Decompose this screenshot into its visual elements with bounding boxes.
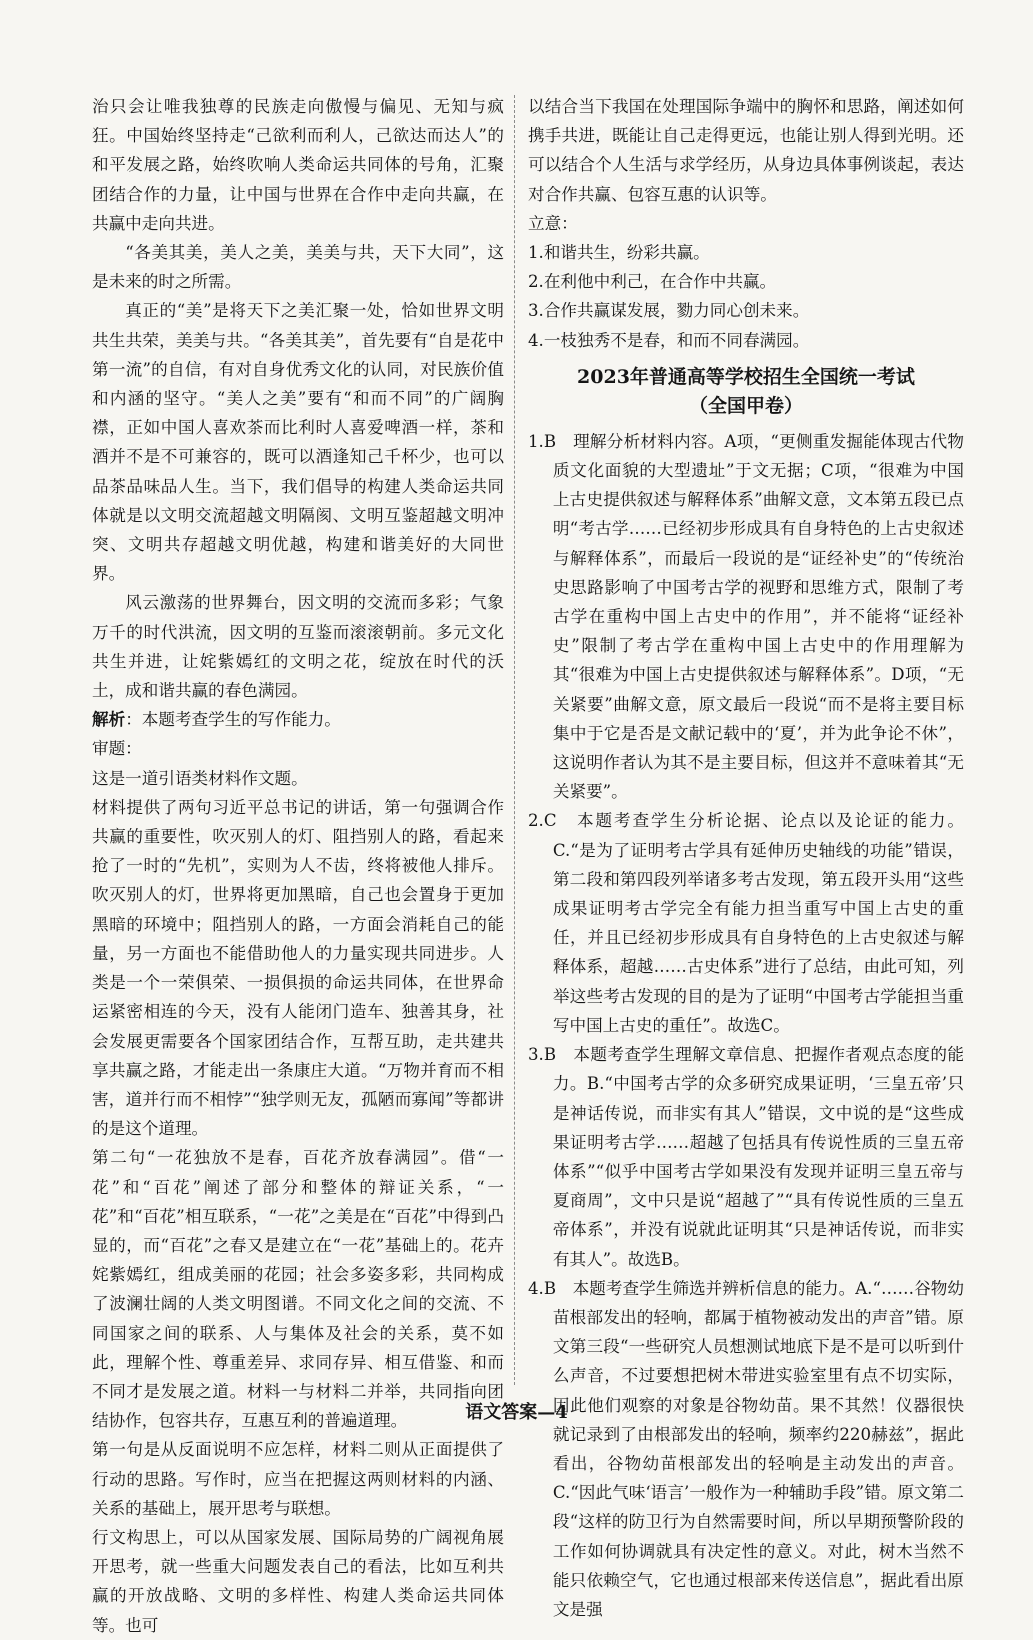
paragraph: 以结合当下我国在处理国际争端中的胸怀和思路，阐述如何携手共进，既能让自己走得更远，也能让别人得到光明。还可以结合个人生活与求学经历，从身边具体事例谈起，表达对合作共赢、包容互惠的认识等。 <box>528 97 964 204</box>
paragraph: 第二句“一花独放不是春，百花齐放春满园”。借“一花”和“百花”阐述了部分和整体的辩证关系，“一花”和“百花”相互联系，“一花”之美是在“百花”中得到凸显的，而“百花”之春又是建立在“一花”基础上的。花卉姹紫嫣红，组成美丽的花园；社会多姿多彩，共同构成了波澜壮阔的人类文明图谱。不同文化之间的交流、不同国家之间的联系、人与集体及社会的关系，莫不如此，理解个性、尊重差异、求同存异、相互借鉴、和而不同才是发展之道。材料一与材料二并举，共同指向团结协作，包容共存，互惠互利的普遍道理。 <box>92 1148 504 1431</box>
answer-item: 2.C 本题考查学生分析论据、论点以及论证的能力。C.“是为了证明考古学具有延伸历史轴线的功能”错误，第二段和第四段列举诸多考古发现，第五段开头用“这些成果证明考古学完全有能力担当重写中国上古史的重任，并且已经初步形成具有自身特色的上古史叙述与解释体系，超越……古史体系”进行了总结，由此可知，列举这些考古发现的目的是为了证明“中国考古学能担当重写中国上古史的重任”。故选C。 <box>528 811 964 1035</box>
list-item: 3.合作共赢谋发展，勠力同心创未来。 <box>528 301 810 321</box>
paragraph: 行文构思上，可以从国家发展、国际局势的广阔视角展开思考，就一些重大问题发表自己的看法，比如互利共赢的开放战略、文明的多样性、构建人类命运共同体等。也可 <box>92 1527 504 1635</box>
paragraph: 真正的“美”是将天下之美汇聚一处，恰如世界文明共生共荣，美美与共。“各美其美”，首先要有“自是花中第一流”的自信，有对自身优秀文化的认同，对民族价值和内涵的坚守。“美人之美”要有“和而不同”的广阔胸襟，正如中国人喜欢茶而比利时人喜爱啤酒一样，茶和酒并不是不可兼容的，既可以酒逢知己千杯少，也可以品茶品味品人生。当下，我们倡导的构建人类命运共同体就是以文明交流超越文明隔阂、文明互鉴超越文明冲突、文明共存超越文明优越，构建和谐美好的大同世界。 <box>92 301 504 584</box>
section-title-line1: 2023年普通高等学校招生全国统一考试 <box>577 365 915 388</box>
paragraph: 材料提供了两句习近平总书记的讲话，第一句强调合作共赢的重要性，吹灭别人的灯、阻挡别人的路，看起来抢了一时的“先机”，实则为人不齿，终将被他人排斥。吹灭别人的灯，世界将更加黑暗，自己也会置身于更加黑暗的环境中；阻挡别人的路，一方面会消耗自己的能量，另一方面也不能借助他人的力量实现共同进步。人类是一个一荣俱荣、一损俱损的命运共同体，在世界命运紧密相连的今天，没有人能闭门造车、独善其身，社会发展更需要各个国家团结合作，互帮互助，走共建共享共赢之路，才能走出一条康庄大道。“万物并育而不相害，道并行而不相悖”“独学则无友，孤陋而寡闻”等都讲的是这个道理。 <box>92 797 504 1139</box>
paragraph: 立意： <box>528 213 578 233</box>
list-item: 2.在利他中利己，在合作中共赢。 <box>528 272 777 292</box>
answer-item: 4.B 本题考查学生筛选并辨析信息的能力。A.“……谷物幼苗根部发出的轻响，都属于植物被动发出的声音”错。原文第三段“一些研究人员想测试地底下是不是可以听到什么声音，不过要想把树木带进实验室里有点不切实际，因此他们观察的对象是谷物幼苗。果不其然！仪器很快就记录到了由根部发出的轻响，频率约220赫兹”，据此看出，谷物幼苗根部发出的轻响是主动发出的声音。C.“因此气味‘语言’一般作为一种辅助手段”错。原文第二段“这样的防卫行为自然需要时间，所以早期预警阶段的工作如何协调就具有决定性的意义。对此，树木当然不能只依赖空气，它也通过根部来传送信息”，据此看出原文是强 <box>528 1278 964 1619</box>
list-item: 1.和谐共生，纷彩共赢。 <box>528 243 710 263</box>
section-title-line2: （全国甲卷） <box>688 394 803 417</box>
paragraph: 风云激荡的世界舞台，因文明的交流而多彩；气象万千的时代洪流，因文明的互鉴而滚滚朝前。多元文化共生并进，让姹紫嫣红的文明之花，绽放在时代的沃土，成和谐共赢的春色满园。 <box>92 593 504 701</box>
list-item: 4.一枝独秀不是春，和而不同春满园。 <box>528 330 810 350</box>
paragraph: 第一句是从反面说明不应怎样，材料二则从正面提供了行动的思路。写作时，应当在把握这两则材料的内涵、关系的基础上，展开思考与联想。 <box>92 1440 504 1518</box>
paragraph: 审题： <box>92 739 142 759</box>
analysis-label: 解析 <box>92 709 126 730</box>
section-title <box>528 363 964 421</box>
answer-item: 3.B 本题考查学生理解文章信息、把握作者观点态度的能力。B.“中国考古学的众多研究成果证明，‘三皇五帝’只是神话传说，而非实有其人”错误，文中说的是“这些成果证明考古学……超越了包括具有传说性质的三皇五帝体系”“似乎中国考古学如果没有发现并证明三皇五帝与夏商周”，文中只是说“超越了”“具有传说性质的三皇五帝体系”，并没有说就此证明其“只是神话传说，而非实有其人”。故选B。 <box>528 1045 964 1269</box>
paragraph: 这是一道引语类材料作文题。 <box>92 768 308 788</box>
right-column <box>528 92 964 1624</box>
paragraph: “各美其美，美人之美，美美与共，天下大同”，这是未来的时之所需。 <box>92 243 504 292</box>
analysis-line <box>92 705 504 734</box>
answer-item: 1.B 理解分析材料内容。A项，“更侧重发掘能体现古代物质文化面貌的大型遗址”于文无据；C项，“很难为中国上古史提供叙述与解释体系”曲解文意，文本第五段已点明“考古学……已经初步形成具有自身特色的上古史叙述与解释体系”，而最后一段说的是“证经补史”的“传统治史思路影响了中国考古学的视野和思维方式，限制了考古学在重构中国上古史中的作用”，并不能将“证经补史”限制了考古学在重构中国上古史中的作用理解为其“很难为中国上古史提供叙述与解释体系”。D项，“无关紧要”曲解文意，原文最后一段说“而不是将主要目标集中于它是否是文献记载中的‘夏’，并为此争论不休”，这说明作者认为其不是主要目标，但这并不意味着其“无关紧要”。 <box>528 431 964 802</box>
paragraph: 治只会让唯我独尊的民族走向傲慢与偏见、无知与疯狂。中国始终坚持走“己欲利而利人，己欲达而达人”的和平发展之路，始终吹响人类命运共同体的号角，汇聚团结合作的力量，让中国与世界在合作中走向共赢，在共赢中走向共进。 <box>92 97 504 233</box>
analysis-text: ：本题考查学生的写作能力。 <box>125 710 341 730</box>
page-footer: 语文答案—4 <box>465 1402 568 1423</box>
column-divider <box>514 95 515 1385</box>
